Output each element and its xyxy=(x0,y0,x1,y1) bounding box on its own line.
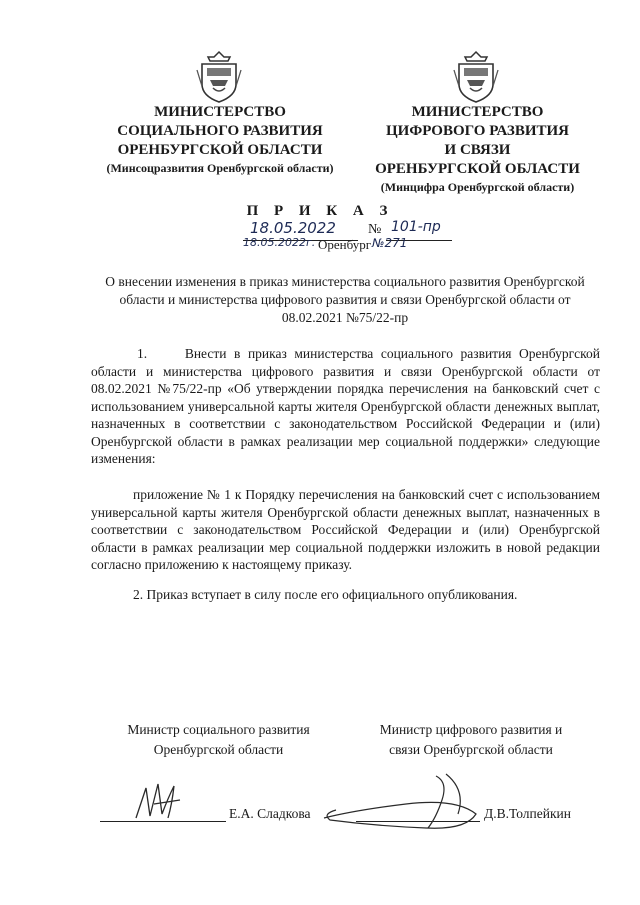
order-title: П Р И К А З xyxy=(246,203,394,219)
right-ministry-line-3: И СВЯЗИ xyxy=(444,142,511,158)
right-handwritten-signature xyxy=(316,770,482,834)
body-paragraph-3: 2. Приказ вступает в силу после его официального опубликования. xyxy=(133,587,518,602)
right-ministry-header xyxy=(350,103,605,196)
right-ministry-line-2: ЦИФРОВОГО РАЗВИТИЯ xyxy=(385,123,570,139)
order-number-sign: № xyxy=(368,222,382,237)
left-ministry-header xyxy=(85,103,355,177)
right-ministry-line-4: ОРЕНБУРГСКОЙ ОБЛАСТИ xyxy=(375,161,580,177)
left-signatory-name: Е.А. Сладкова xyxy=(229,806,311,821)
order-date-handwritten-2: 18.05.2022г. xyxy=(243,236,316,249)
left-coat-of-arms-icon xyxy=(196,50,242,104)
order-date-handwritten: 18.05.2022 xyxy=(250,219,336,237)
right-ministry-short-name: (Минцифра Оренбургской области) xyxy=(380,180,575,194)
right-coat-of-arms-icon xyxy=(453,50,499,104)
right-signatory-title xyxy=(352,720,590,760)
left-ministry-short-name: (Минсоцразвития Оренбургской области) xyxy=(106,161,334,175)
left-signatory-title-line-1: Министр социального развития xyxy=(127,722,310,737)
body-paragraph-2: приложение № 1 к Порядку перечисления на банковский счет с использованием универсальной карты жителя Оренбургской области денежных выплат, назначенных в соответствии с законодательством Российской Федерации и (или) Оренбургской области в рамках реализации мер социальной поддержки изложить в новой редакции согласно приложению к настоящему приказу. xyxy=(91,487,600,572)
left-ministry-line-1: МИНИСТЕРСТВО xyxy=(154,104,286,120)
order-subject: О внесении изменения в приказ министерства социального развития Оренбургской области и министерства цифрового развития и связи Оренбургской области от 08.02.2021 №75/22-пр xyxy=(105,274,585,325)
right-signatory-title-line-1: Министр цифрового развития и xyxy=(379,722,563,737)
left-handwritten-signature xyxy=(128,778,188,824)
right-signatory-name: Д.В.Толпейкин xyxy=(484,806,571,821)
body-paragraph-1: 1. Внести в приказ министерства социального развития Оренбургской области и министерства цифрового развития и связи Оренбургской области от 08.02.2021 №75/22-пр «Об утверждении порядка перечисления на банковский счет с использованием универсальной карты жителя Оренбургской области денежных выплат, назначенных в соответствии с законодательством Российской Федерации и (или) Оренбургской области в рамках реализации мер социальной поддержки» следующие изменения: xyxy=(91,346,600,466)
order-number-handwritten: 101-пр xyxy=(391,219,441,235)
left-ministry-line-3: ОРЕНБУРГСКОЙ ОБЛАСТИ xyxy=(117,142,323,158)
order-city: Оренбург xyxy=(318,237,372,252)
left-signatory-title-line-2: Оренбургской области xyxy=(153,742,284,757)
right-signatory-title-line-2: связи Оренбургской области xyxy=(389,742,553,757)
left-signatory-title xyxy=(96,720,341,760)
right-ministry-line-1: МИНИСТЕРСТВО xyxy=(411,104,544,120)
left-ministry-line-2: СОЦИАЛЬНОГО РАЗВИТИЯ xyxy=(117,123,323,139)
order-number-handwritten-2: №271 xyxy=(372,236,408,250)
